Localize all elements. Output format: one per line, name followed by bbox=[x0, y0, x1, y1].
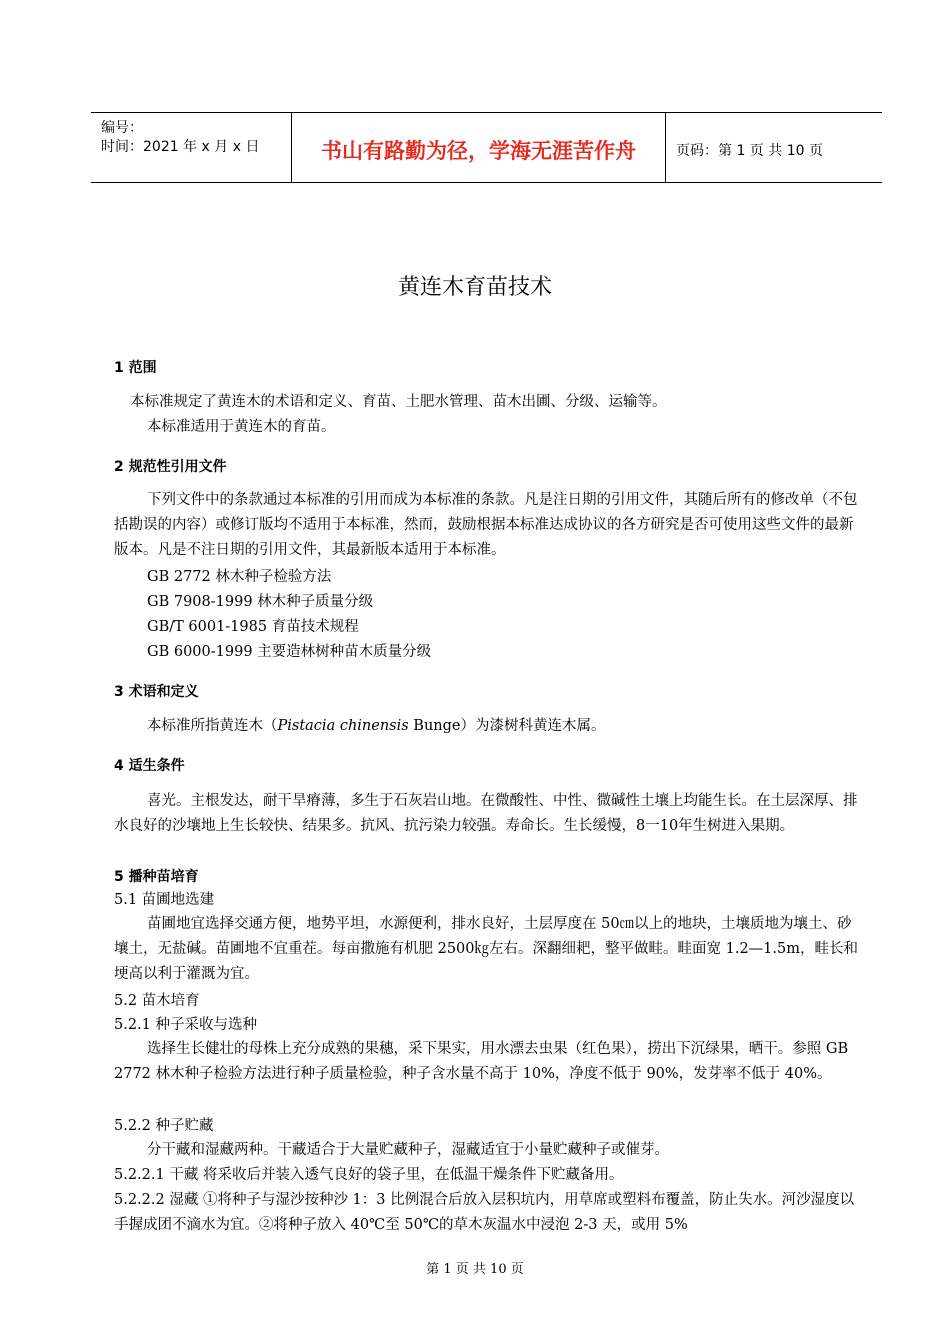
header-meta-cell bbox=[91, 113, 291, 182]
subsection-5-2-2-paragraph: 分干藏和湿藏两种。干藏适合于大量贮藏种子，湿藏适宜于小量贮藏种子或催芽。 bbox=[147, 1142, 669, 1158]
header-motto-cell bbox=[291, 113, 666, 182]
section-1-paragraph-2: 本标准适用于黄连木的育苗。 bbox=[147, 419, 336, 435]
definition-text-b: Bunge）为漆树科黄连木属。 bbox=[408, 718, 606, 734]
page-footer: 第 1 页 共 10 页 bbox=[426, 1262, 524, 1277]
section-2-heading: 2 规范性引用文件 bbox=[114, 459, 227, 475]
subsection-5-1: 5.1 苗圃地选建 bbox=[114, 892, 215, 908]
reference-item: GB 7908-1999 林木种子质量分级 bbox=[147, 594, 374, 610]
section-2-paragraph: 下列文件中的条款通过本标准的引用而成为本标准的条款。凡是注日期的引用文件，其随后所有的修改单（不包括勘误的内容）或修订版均不适用于本标准，然而，鼓励根据本标准达成协议的各方研究是否可使用这些文件的最新版本。凡是不注日期的引用文件，其最新版本适用于本标准。 bbox=[114, 492, 858, 558]
section-5-heading: 5 播种苗培育 bbox=[114, 869, 199, 885]
subsection-5-2-2: 5.2.2 种子贮藏 bbox=[114, 1118, 214, 1134]
subsection-5-2-1: 5.2.1 种子采收与选种 bbox=[114, 1017, 258, 1033]
document-title: 黄连木育苗技术 bbox=[397, 275, 552, 300]
section-4-heading: 4 适生条件 bbox=[114, 758, 185, 774]
section-1-paragraph-1: 本标准规定了黄连木的术语和定义、育苗、土肥水管理、苗木出圃、分级、运输等。 bbox=[130, 394, 667, 410]
header-page-cell bbox=[666, 113, 882, 182]
motto-text: 书山有路勤为径，学海无涯苦作舟 bbox=[321, 139, 636, 163]
page-info: 页码：第 1 页 共 10 页 bbox=[676, 143, 823, 159]
subsection-5-1-paragraph: 苗圃地宜选择交通方便，地势平坦，水源便利，排水良好，土层厚度在 50㎝以上的地块，土壤质地为壤土、砂壤土，无盐碱。苗圃地不宜重茬。每亩撒施有机肥 2500㎏左右。深翻细耙，整平做畦。畦面宽 1.2—1.5m，畦长和埂高以利于灌溉为宜。 bbox=[114, 916, 858, 982]
subsection-5-2: 5.2 苗木培育 bbox=[114, 993, 200, 1009]
number-label: 编号： bbox=[101, 120, 143, 136]
section-4-paragraph: 喜光。主根发达，耐干旱瘠薄，多生于石灰岩山地。在微酸性、中性、微碱性土壤上均能生长。在土层深厚、排水良好的沙壤地上生长较快、结果多。抗风、抗污染力较强。寿命长。生长缓慢，8一10年生树进入果期。 bbox=[114, 793, 858, 834]
section-1-heading: 1 范围 bbox=[114, 360, 157, 376]
reference-item: GB 2772 林木种子检验方法 bbox=[147, 569, 332, 585]
header-table bbox=[91, 112, 882, 183]
latin-name: Pistacia chinensis bbox=[277, 718, 409, 734]
reference-item: GB/T 6001-1985 育苗技术规程 bbox=[147, 619, 359, 635]
subsection-5-2-1-paragraph: 选择生长健壮的母株上充分成熟的果穗，采下果实，用水漂去虫果（红色果），捞出下沉绿果，晒干。参照 GB 2772 林木种子检验方法进行种子质量检验，种子含水量不高于 10%，净度不低于 90%，发芽率不低于 40%。 bbox=[114, 1041, 849, 1082]
definition-text-a: 本标准所指黄连木（ bbox=[147, 718, 278, 734]
reference-item: GB 6000-1999 主要造林树种苗木质量分级 bbox=[147, 644, 432, 660]
time-label: 时间：2021 年 x 月 x 日 bbox=[101, 139, 260, 155]
section-3-paragraph bbox=[147, 714, 606, 735]
subsection-5-2-2-2: 5.2.2.2 湿藏 ①将种子与湿沙按种沙 1：3 比例混合后放入层积坑内，用草席或塑料布覆盖，防止失水。河沙湿度以手握成团不滴水为宜。②将种子放入 40℃至 50℃的草木灰温水中浸泡 2-3 天，或用 5% bbox=[114, 1192, 855, 1233]
section-3-heading: 3 术语和定义 bbox=[114, 684, 199, 700]
subsection-5-2-2-1: 5.2.2.1 干藏 将采收后并装入透气良好的袋子里，在低温干燥条件下贮藏备用。 bbox=[114, 1167, 624, 1183]
